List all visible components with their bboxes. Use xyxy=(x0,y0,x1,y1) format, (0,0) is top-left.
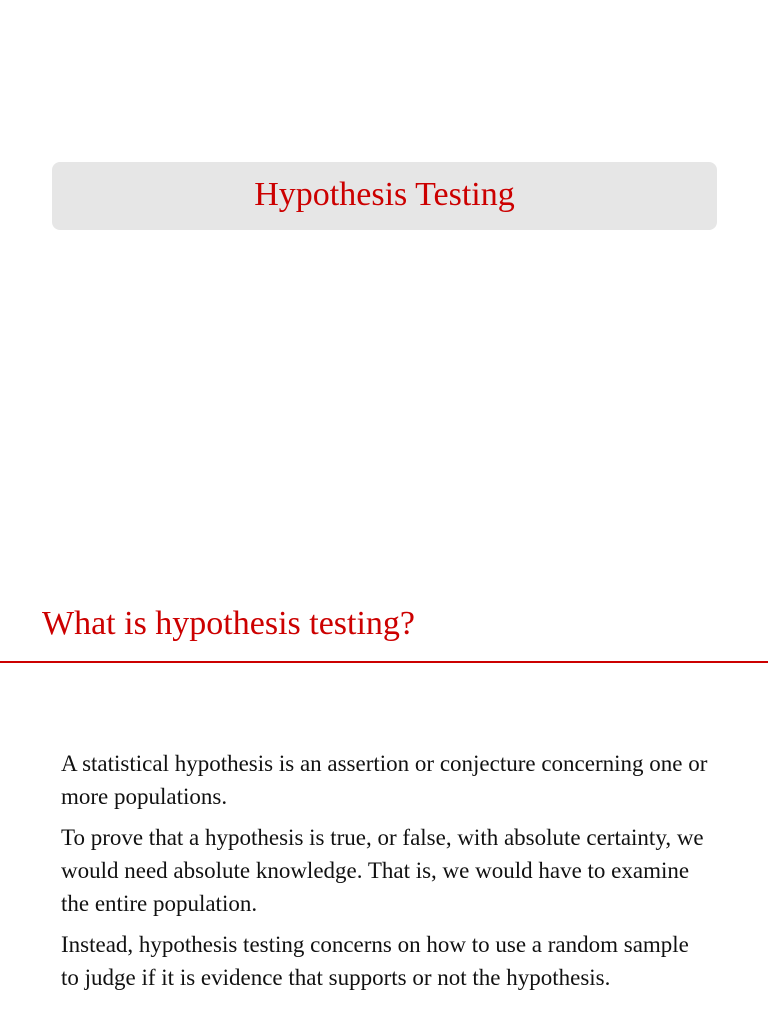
paragraph-definition: A statistical hypothesis is an assertion or conjecture concerning one or more populations. xyxy=(61,751,708,809)
slide-title: Hypothesis Testing xyxy=(254,176,515,213)
title-box xyxy=(52,162,717,230)
content-slide xyxy=(0,560,768,1024)
section-heading: What is hypothesis testing? xyxy=(42,605,416,642)
paragraph-certainty: To prove that a hypothesis is true, or false, with absolute certainty, we would need absolute knowledge. That is, we would have to examine the entire population. xyxy=(61,825,704,916)
heading-divider xyxy=(0,661,768,663)
body-text xyxy=(61,747,711,1002)
paragraph-sample: Instead, hypothesis testing concerns on how to use a random sample to judge if it is evidence that supports or not the hypothesis. xyxy=(61,932,689,990)
